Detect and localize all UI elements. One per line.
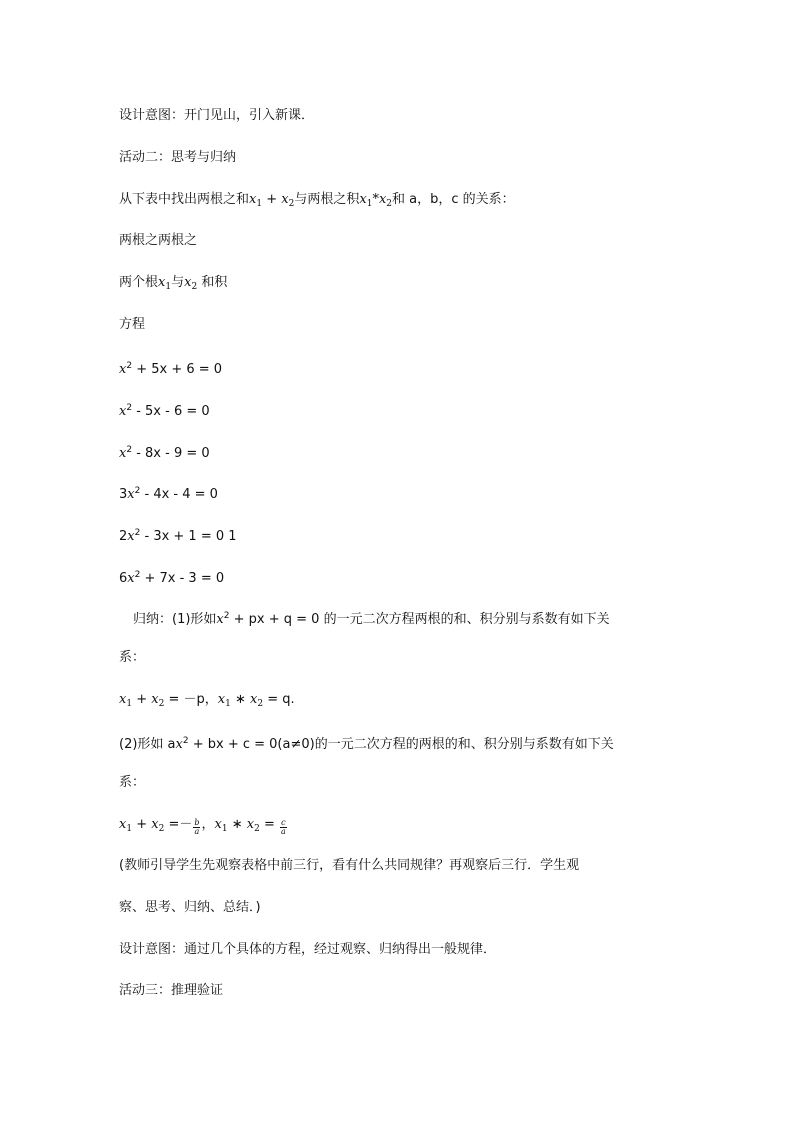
summary-1: 归纳：(1)形如$x^2$ + px + q = 0 的一元二次方程两根的和、积分别与系数有如下关 <box>133 611 610 627</box>
teacher-guidance-2: 察、思考、归纳、总结．) <box>119 900 261 915</box>
math-x1-plus-x2: $x_1 + x_2$ <box>249 192 295 209</box>
relation-1: $x_1 + x_2 = -p$，$x_1$ ∗ $x_2 = q$. <box>119 692 295 709</box>
math-x2: $x_2$ <box>184 275 198 292</box>
activity-three-heading: 活动三：推理验证 <box>119 983 224 998</box>
summary-2-continued: 系： <box>119 775 146 790</box>
table-header-3: 方程 <box>119 317 146 332</box>
table-header-1: 两根之两根之 <box>119 233 198 248</box>
find-relation-line: 从下表中找出两根之和$x_1 + x_2$与两根之积$x_1*x_2$和 a，b，c 的关系： <box>119 192 515 209</box>
math-x1-star-x2: $x_1*x_2$ <box>359 192 393 209</box>
design-intent-2: 设计意图：通过几个具体的方程，经过观察、归纳得出一般规律． <box>119 942 497 957</box>
summary-2: (2)形如 $ax^2$ + bx + c = 0(a≠0)的一元二次方程的两根的和、积分别与系数有如下关 <box>119 736 614 752</box>
teacher-guidance-1: (教师引导学生先观察表格中前三行，看有什么共同规律？再观察后三行．学生观 <box>119 858 580 873</box>
table-header-2: 两个根$x_1$与$x_2$ 和积 <box>119 275 228 292</box>
equation-4: $3x^2 - 4x - 4 = 0$ <box>119 486 218 502</box>
equation-6: $6x^2 + 7x - 3 = 0$ <box>119 570 225 586</box>
equation-5: $2x^2 - 3x + 1 = 0$ 1 <box>119 528 237 544</box>
relation-2: $x_1 + x_2$ =－ $\frac{b}{a}$ ，$x_1$ ∗ $x_2$ = $\frac{c}{a}$ <box>119 817 286 836</box>
equation-1: $x^2 + 5x + 6 = 0$ <box>119 361 223 377</box>
math-x1: $x_1$ <box>158 275 172 292</box>
activity-two-heading: 活动二：思考与归纳 <box>119 150 237 165</box>
equation-3: $x^2 - 8x - 9 = 0$ <box>119 445 210 461</box>
fraction-b-over-a: $\frac{b}{a}$ <box>194 818 200 836</box>
equation-2: $x^2 - 5x - 6 = 0$ <box>119 403 210 419</box>
design-intent-1: 设计意图：开门见山，引入新课． <box>119 108 315 123</box>
fraction-c-over-a: $\frac{c}{a}$ <box>281 818 286 836</box>
summary-1-continued: 系： <box>119 650 146 665</box>
